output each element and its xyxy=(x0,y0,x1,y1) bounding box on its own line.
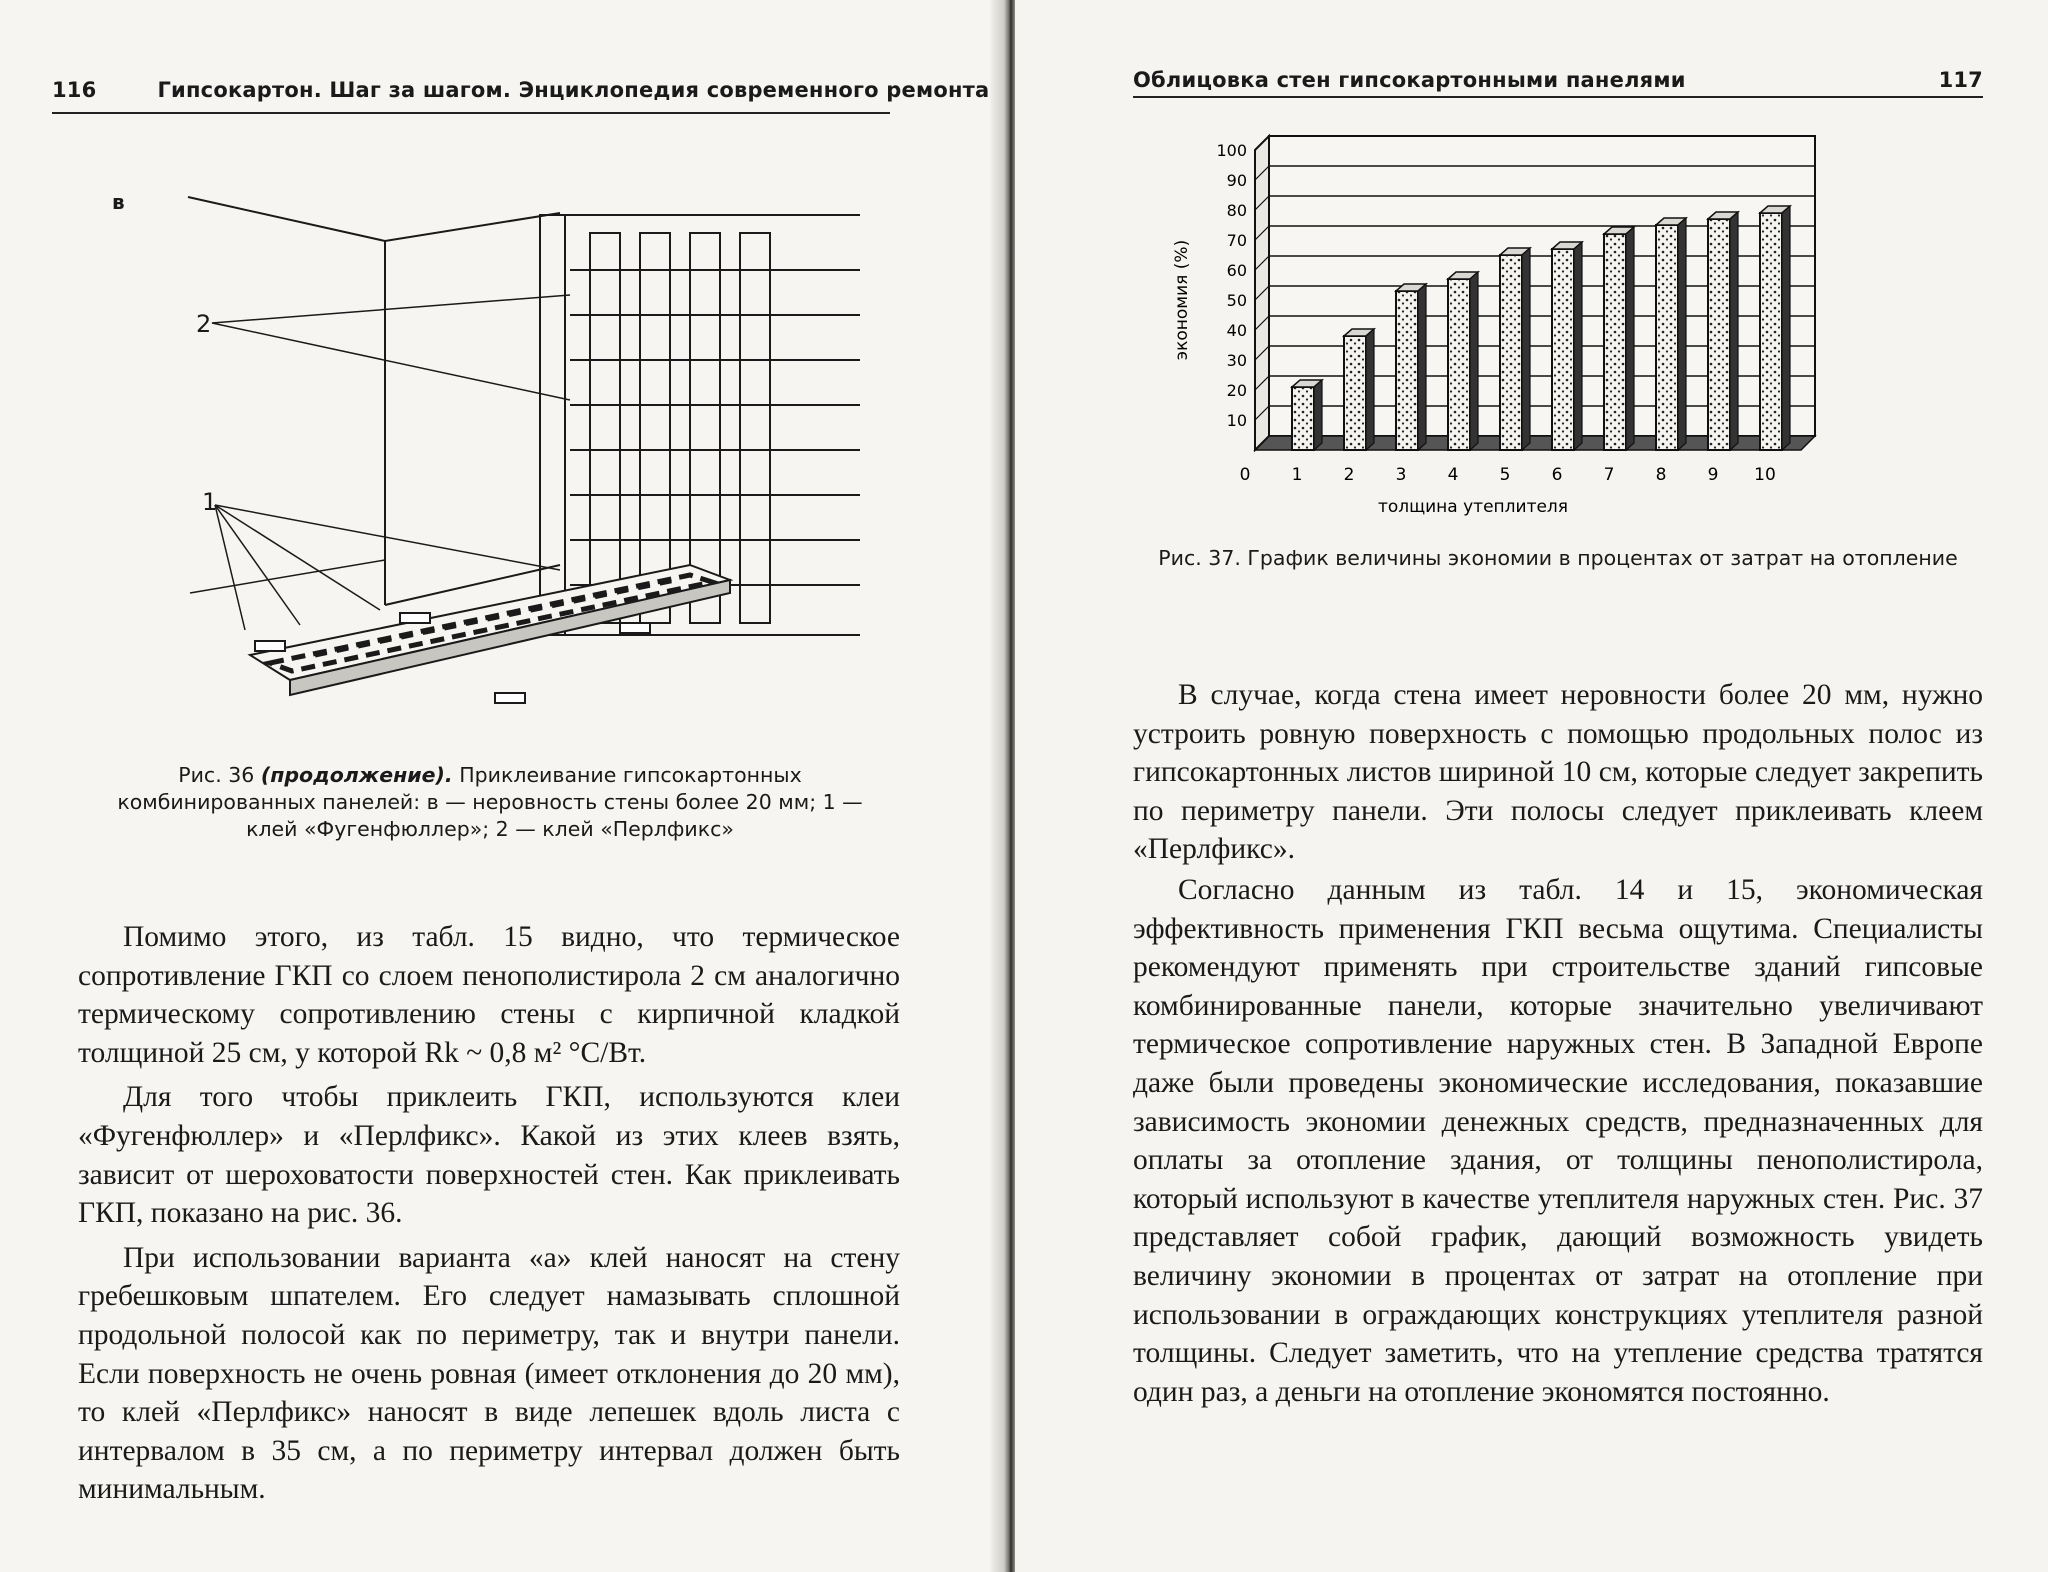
x-tick-label: 4 xyxy=(1447,465,1459,485)
left-page-header xyxy=(52,78,989,102)
callout-1-label: 1 xyxy=(202,488,218,516)
chart-bar-side xyxy=(1574,242,1582,450)
right-page-number: 117 xyxy=(1938,68,1983,92)
right-page xyxy=(1015,0,2048,1572)
x-tick-label: 9 xyxy=(1707,465,1719,485)
chart-bar-front xyxy=(1344,336,1366,450)
x-axis-label: толщина утеплителя xyxy=(1377,497,1569,517)
chart-bar xyxy=(1552,242,1582,450)
chart-bar xyxy=(1708,212,1738,450)
chart-bar-front xyxy=(1708,219,1730,450)
left-paragraph-3: При использовании варианта «а» клей наносят на стену гребешковым шпателем. Его следует намазывать сплошной продольной полосой как по периметру, так и внутри панели. Если поверхность не очень ровная (имеет отклонения до 20 мм), то клей «Перлфикс» наносят в виде лепешек вдоль листа с интервалом в 35 см, а по периметру интервал должен быть минимальным. xyxy=(78,1241,900,1506)
y-tick-label: 70 xyxy=(1226,231,1247,250)
callout-lines xyxy=(190,295,570,630)
x-tick-label: 1 xyxy=(1291,465,1303,485)
y-tick-label: 10 xyxy=(1226,411,1247,430)
x-tick-label: 2 xyxy=(1343,465,1355,485)
chart-bar xyxy=(1760,206,1790,450)
figure-36-illustration xyxy=(100,175,860,735)
chart-bar-side xyxy=(1366,329,1374,450)
chart-bar-front xyxy=(1760,213,1782,450)
left-page xyxy=(0,0,1005,1572)
figure-36-caption xyxy=(110,762,870,843)
right-header-rule xyxy=(1133,96,1983,98)
y-axis-label: экономия (%) xyxy=(1172,239,1192,361)
chart-y-ticks xyxy=(1216,141,1247,430)
wall-lattice xyxy=(570,233,860,623)
left-header-rule xyxy=(52,112,890,114)
chart-bar-front xyxy=(1500,255,1522,450)
ceiling-line xyxy=(188,197,560,241)
chart-bar-front xyxy=(1656,225,1678,450)
chart-bar-side xyxy=(1470,272,1478,450)
figure-panel-letter: в xyxy=(112,190,125,214)
chart-bar xyxy=(1656,218,1686,450)
chart-bar-front xyxy=(1396,291,1418,450)
chart-bar-side xyxy=(1730,212,1738,450)
x-tick-label: 6 xyxy=(1551,465,1563,485)
x-tick-label: 0 xyxy=(1239,465,1251,485)
chart-bar-side xyxy=(1626,227,1634,450)
chart-bar-side xyxy=(1418,284,1426,450)
chart-bar-front xyxy=(1292,387,1314,450)
left-running-title: Гипсокартон. Шаг за шагом. Энциклопедия современного ремонта xyxy=(157,78,990,102)
chart-bar-side xyxy=(1314,380,1322,450)
y-tick-label: 60 xyxy=(1226,261,1247,280)
figure-36-caption-prefix: Рис. 36 xyxy=(178,763,261,787)
chart-bar-side xyxy=(1522,248,1530,450)
chart-bar xyxy=(1604,227,1634,450)
chart-bar-front xyxy=(1604,234,1626,450)
x-tick-label: 10 xyxy=(1754,465,1776,485)
y-tick-label: 30 xyxy=(1226,351,1247,370)
y-tick-label: 50 xyxy=(1226,291,1247,310)
x-tick-label: 5 xyxy=(1499,465,1511,485)
chart-bar xyxy=(1396,284,1426,450)
chart-bar-front xyxy=(1448,279,1470,450)
chart-x-ticks xyxy=(1240,465,1776,485)
chart-bar xyxy=(1500,248,1530,450)
right-running-title: Облицовка стен гипсокартонными панелями xyxy=(1133,68,1686,92)
x-tick-label: 8 xyxy=(1655,465,1667,485)
left-paragraph-2: Для того чтобы приклеить ГКП, используются клеи «Фугенфюллер» и «Перлфикс». Какой из этих клеев взять, зависит от шероховатости поверхностей стен. Как приклеивать ГКП, показано на рис. 36. xyxy=(78,1081,900,1230)
y-tick-label: 40 xyxy=(1226,321,1247,340)
figure-36-caption-emph: (продолжение). xyxy=(260,763,453,787)
right-paragraph-2: Согласно данным из табл. 14 и 15, экономическая эффективность применения ГКП весьма ощутима. Специалисты рекомендуют применять при строительстве зданий гипсовые комбинированные панели, которые значительно увеличивают термическое сопротивление наружных стен. В Западной Европе даже были проведены экономические исследования, показавшие зависимость экономии денежных средств, предназначенных для оплаты за отопление здания, от толщины пенополистирола, который используют в качестве утеплителя наружных стен. Рис. 37 представляет собой график, дающий возможность увидеть величину экономии в процентах от затрат на отопление при использовании в ограждающих конструкциях утеплителя разной толщины. Следует заметить, что на утепление средства тратятся один раз, а деньги на отопление экономятся постоянно. xyxy=(1133,873,1983,1408)
right-paragraph-1: В случае, когда стена имеет неровности более 20 мм, нужно устроить ровную поверхность с помощью продольных полос из гипсокартонных листов шириной 10 см, которые следует закрепить по периметру панели. Эти полосы следует приклеивать клеем «Перлфикс». xyxy=(1133,679,1983,866)
chart-bar-side xyxy=(1782,206,1790,450)
y-tick-label: 80 xyxy=(1226,201,1247,220)
chart-bar xyxy=(1448,272,1478,450)
x-tick-label: 3 xyxy=(1395,465,1407,485)
chart-bar-side xyxy=(1678,218,1686,450)
y-tick-label: 20 xyxy=(1226,381,1247,400)
callout-2-label: 2 xyxy=(196,310,212,338)
chart-bar xyxy=(1292,380,1322,450)
y-tick-label: 100 xyxy=(1216,141,1247,160)
left-body-text xyxy=(78,918,900,1509)
left-paragraph-1: Помимо этого, из табл. 15 видно, что термическое сопротивление ГКП со слоем пенополистирола 2 см аналогично термическому сопротивлению стены с кирпичной кладкой толщиной 25 см, у которой Rk ~ 0,8 м² °С/Вт. xyxy=(78,921,900,1069)
right-page-header xyxy=(1133,68,1983,92)
chart-bar-front xyxy=(1552,249,1574,450)
figure-36-caption-text: Приклеивание гипсокартонных комбинированных панелей: в — неровность стены более 20 мм; 1 — клей «Фугенфюллер»; 2 — клей «Перлфикс» xyxy=(117,763,863,841)
left-page-number: 116 xyxy=(52,78,97,102)
chart-bar xyxy=(1344,329,1374,450)
figure-37-chart xyxy=(1125,130,1885,530)
figure-37-caption: Рис. 37. График величины экономии в процентах от затрат на отопление xyxy=(1158,546,1958,570)
y-tick-label: 90 xyxy=(1226,171,1247,190)
right-body-text xyxy=(1133,676,1983,1411)
x-tick-label: 7 xyxy=(1603,465,1615,485)
